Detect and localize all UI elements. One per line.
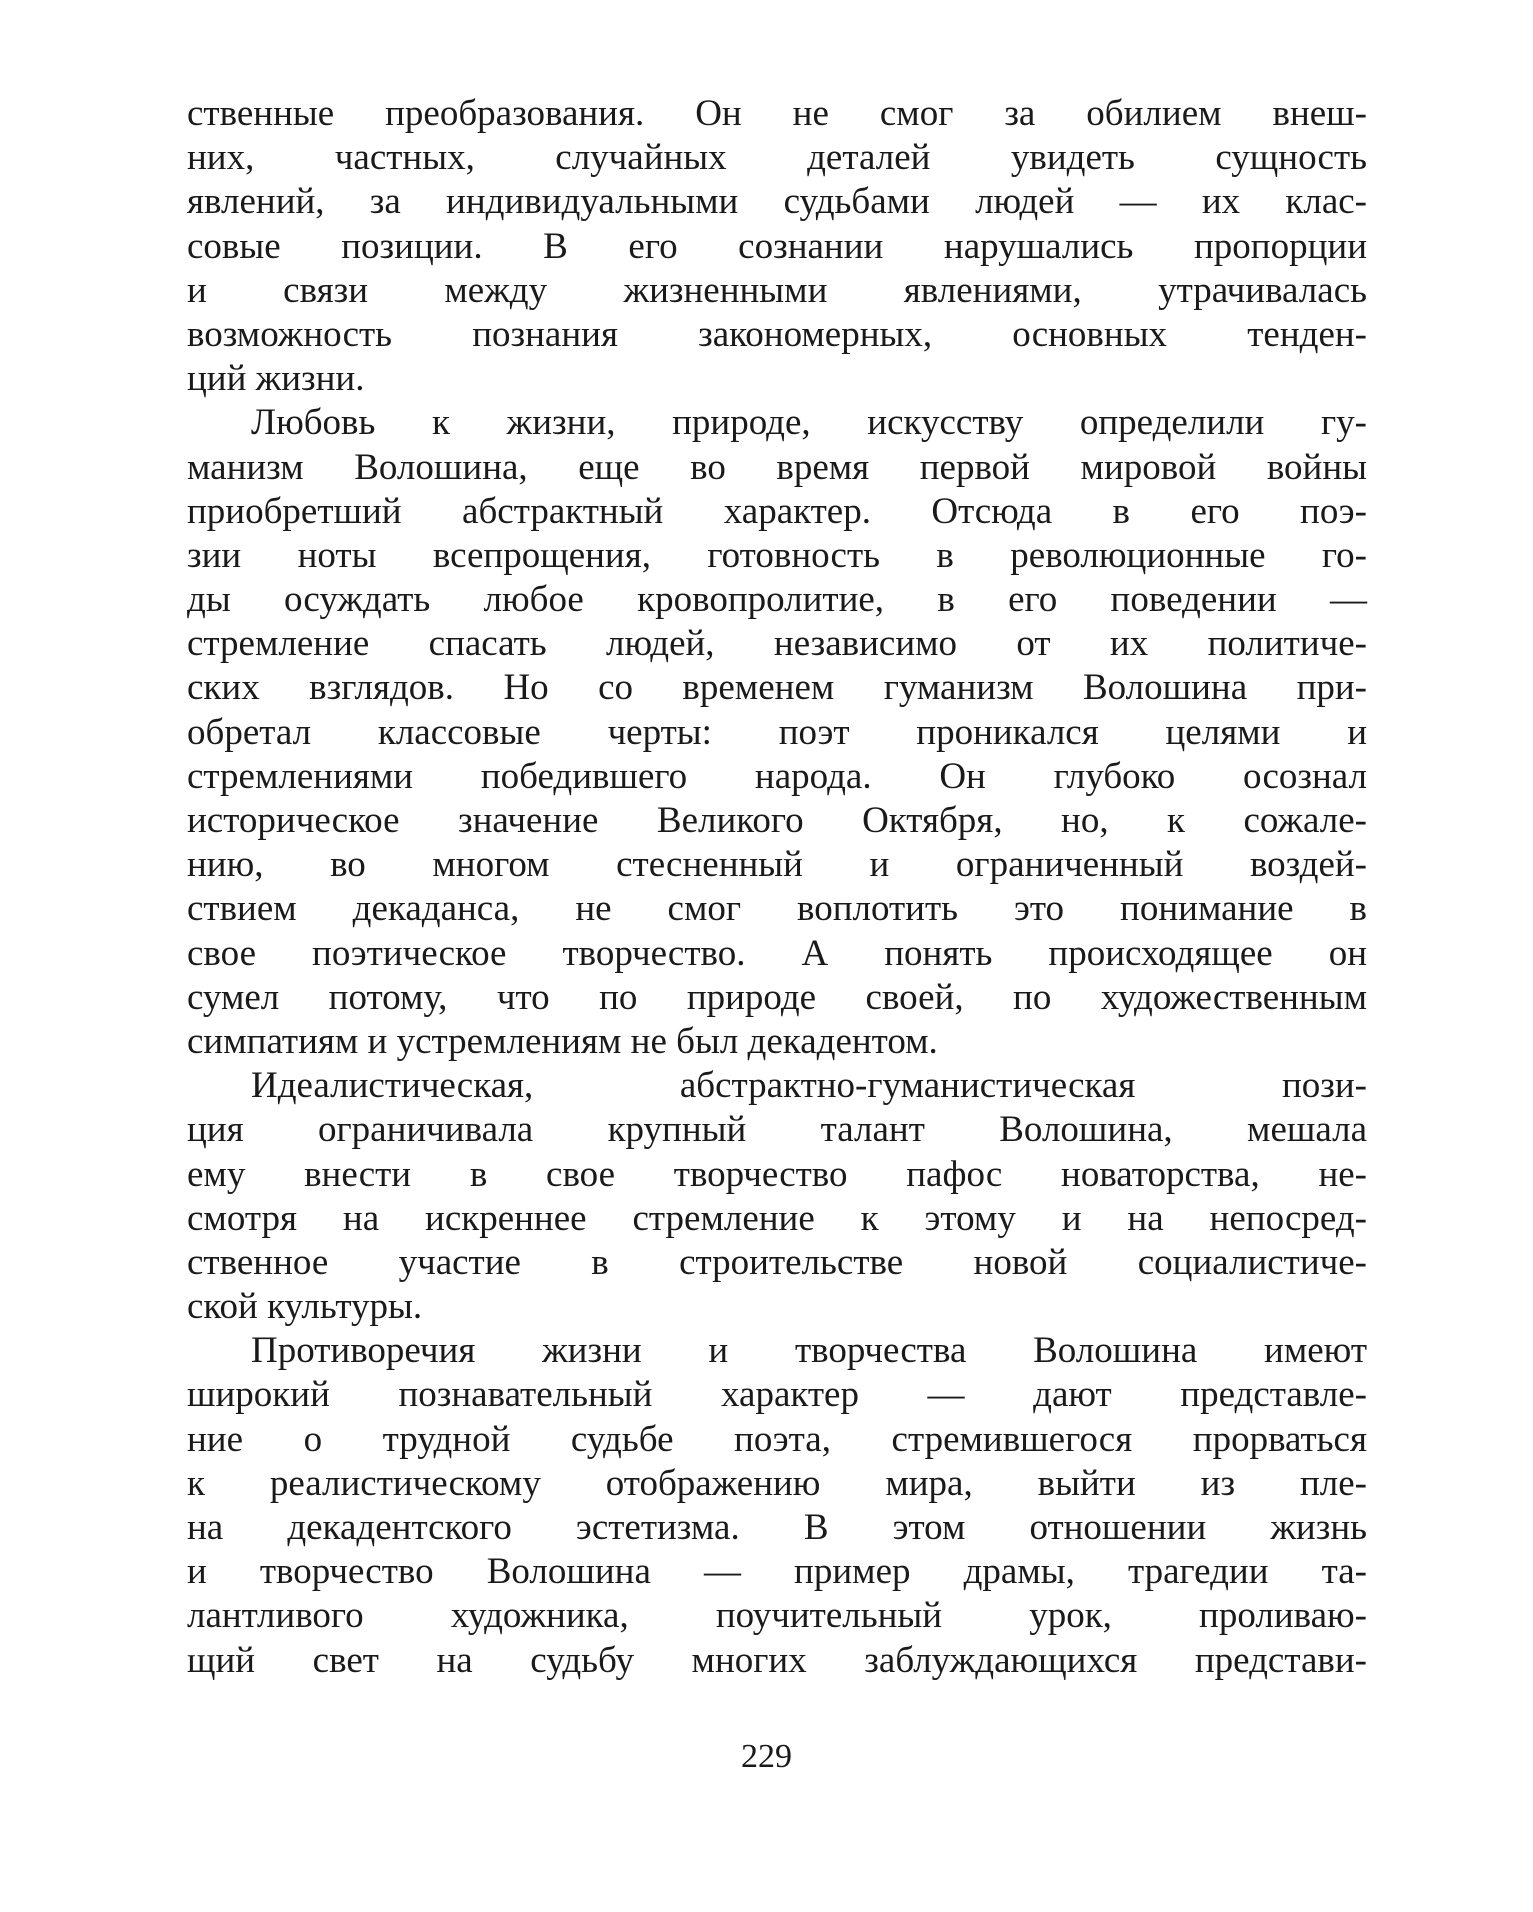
text-line: ция ограничивала крупный талант Волошина, мешала	[187, 1109, 1367, 1151]
text-line: явлений, за индивидуальными судьбами людей — их клас-	[187, 181, 1367, 223]
text-line: ему внести в свое творчество пафос новаторства, не-	[187, 1153, 1367, 1195]
text-line: ние о трудной судьбе поэта, стремившегося прорваться	[187, 1418, 1367, 1460]
text-line: возможность познания закономерных, основных тенден-	[187, 313, 1367, 355]
page-number: 229	[741, 1738, 792, 1775]
text-line: ских взглядов. Но со временем гуманизм Волошина при-	[187, 667, 1367, 709]
text-line: манизм Волошина, еще во время первой мировой войны	[187, 446, 1367, 488]
text-line: Противоречия жизни и творчества Волошина имеют	[251, 1330, 1367, 1372]
body-text	[187, 92, 1367, 1683]
text-line: совые позиции. В его сознании нарушались пропорции	[187, 225, 1367, 267]
text-line: ций жизни.	[187, 358, 365, 400]
text-line: историческое значение Великого Октября, но, к сожале-	[187, 800, 1367, 841]
text-line: ды осуждать любое кровопролитие, в его поведении —	[187, 579, 1367, 621]
text-line: приобретший абстрактный характер. Отсюда в его поэ-	[187, 490, 1367, 532]
text-line: лантливого художника, поучительный урок, проливаю-	[187, 1595, 1367, 1637]
text-line: ственные преобразования. Он не смог за обилием внеш-	[187, 93, 1367, 134]
text-line: них, частных, случайных деталей увидеть сущность	[187, 137, 1367, 179]
text-line: и творчество Волошина — пример драмы, трагедии та-	[187, 1551, 1367, 1593]
text-line: щий свет на судьбу многих заблуждающихся представи-	[187, 1639, 1367, 1681]
text-line: Любовь к жизни, природе, искусству определили гу-	[251, 402, 1367, 444]
text-line: нию, во многом стесненный и ограниченный воздей-	[187, 844, 1367, 886]
text-line: к реалистическому отображению мира, выйти из пле-	[187, 1462, 1367, 1504]
text-line: стремлениями победившего народа. Он глубоко осознал	[187, 755, 1367, 797]
text-line: сумел потому, что по природе своей, по художественным	[187, 976, 1367, 1018]
text-line: смотря на искреннее стремление к этому и на непосред-	[187, 1197, 1367, 1239]
text-line: ственное участие в строительстве новой социалистиче-	[187, 1241, 1367, 1283]
text-line: зии ноты всепрощения, готовность в революционные го-	[187, 534, 1367, 576]
text-line: Идеалистическая, абстрактно-гуманистическая пози-	[251, 1065, 1367, 1107]
text-line: широкий познавательный характер — дают представле-	[187, 1374, 1367, 1416]
text-line: обретал классовые черты: поэт проникался целями и	[187, 711, 1367, 753]
text-line: стремление спасать людей, независимо от их политиче-	[187, 623, 1367, 665]
text-line: симпатиям и устремлениям не был декадентом.	[187, 1020, 938, 1062]
text-line: ствием декаданса, не смог воплотить это понимание в	[187, 888, 1367, 930]
text-line: ской культуры.	[187, 1286, 423, 1328]
text-line: на декадентского эстетизма. В этом отношении жизнь	[187, 1507, 1367, 1548]
text-line: и связи между жизненными явлениями, утрачивалась	[187, 269, 1367, 311]
text-line: свое поэтическое творчество. А понять происходящее он	[187, 932, 1367, 974]
